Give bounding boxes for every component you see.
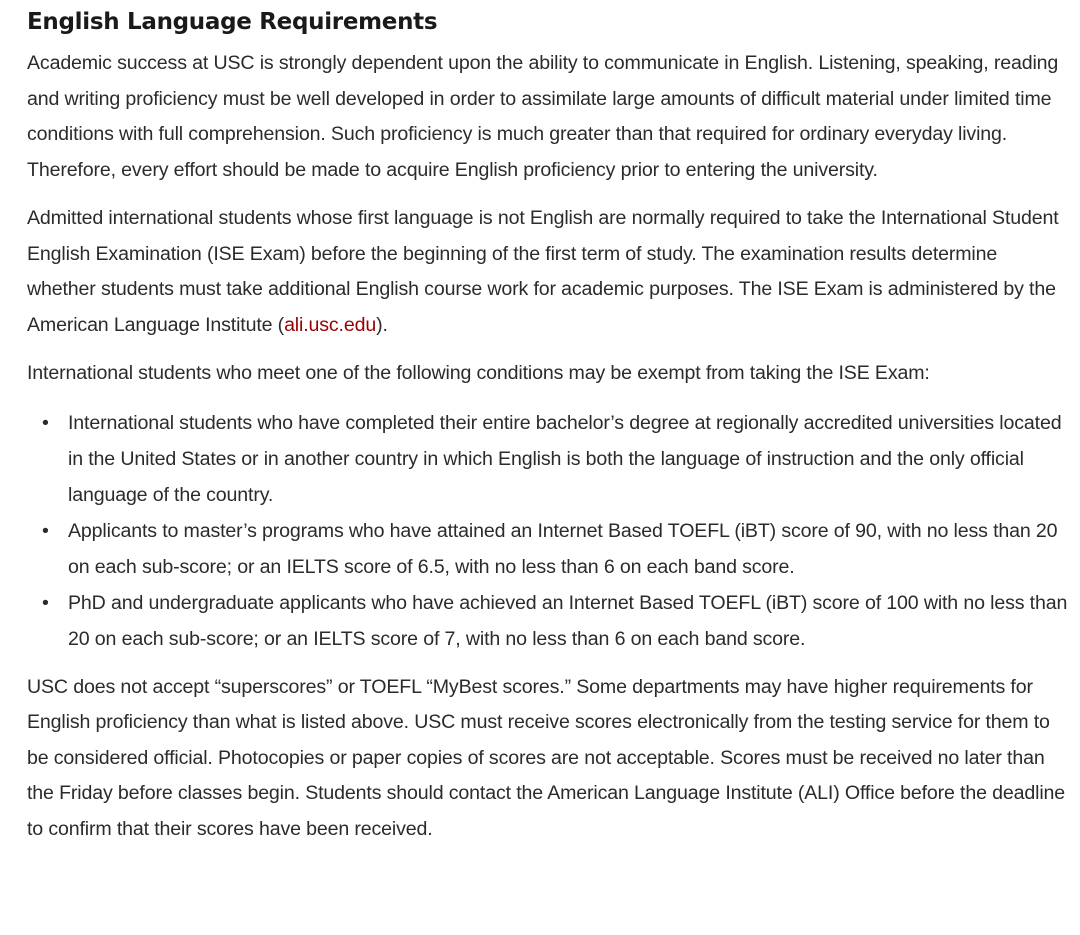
- bullet-icon: •: [42, 591, 49, 614]
- page-title: English Language Requirements: [27, 9, 438, 35]
- list-item: [42, 405, 1070, 513]
- ali-link[interactable]: ali.usc.edu: [284, 313, 377, 336]
- ise-exam-text-end: ).: [376, 313, 388, 336]
- exemption-intro-paragraph: International students who meet one of the following conditions may be exempt from taking the ISE Exam:: [27, 362, 930, 384]
- ise-exam-paragraph: [27, 201, 1070, 343]
- intro-paragraph: Academic success at USC is strongly dependent upon the ability to communicate in English. Listening, speaking, reading and writing proficiency must be well developed in order to assimilate large amounts of difficult material under limited time conditions with full comprehension. Such proficiency is much greater than that required for ordinary everyday living. Therefore, every effort should be made to acquire English proficiency prior to entering the university.: [27, 52, 1059, 181]
- list-item-text: International students who have completed their entire bachelor’s degree at regionally accredited universities located in the United States or in another country in which English is both the language of instruction and the only official language of the country.: [68, 411, 1062, 506]
- bullet-icon: •: [42, 411, 49, 434]
- list-item-text: PhD and undergraduate applicants who have achieved an Internet Based TOEFL (iBT) score of 100 with no less than 20 on each sub-score; or an IELTS score of 7, with no less than 6 on each band score.: [68, 591, 1068, 650]
- bullet-icon: •: [42, 519, 49, 542]
- exemption-list: [27, 405, 1070, 657]
- score-policy-paragraph: USC does not accept “superscores” or TOEFL “MyBest scores.” Some departments may have higher requirements for English proficiency than what is listed above. USC must receive scores electronically from the testing service for them to be considered official. Photocopies or paper copies of scores are not acceptable. Scores must be received no later than the Friday before classes begin. Students should contact the American Language Institute (ALI) Office before the deadline to confirm that their scores have been received.: [27, 675, 1066, 840]
- list-item-text: Applicants to master’s programs who have attained an Internet Based TOEFL (iBT) score of 90, with no less than 20 on each sub-score; or an IELTS score of 6.5, with no less than 6 on each band score.: [68, 519, 1058, 578]
- list-item: [42, 513, 1070, 585]
- list-item: [42, 585, 1070, 657]
- ise-exam-text: Admitted international students whose first language is not English are normally required to take the International Student English Examination (ISE Exam) before the beginning of the first term of study. The examination results determine whether students must take additional English course work for academic purposes. The ISE Exam is administered by the American Language Institute (: [27, 207, 1059, 336]
